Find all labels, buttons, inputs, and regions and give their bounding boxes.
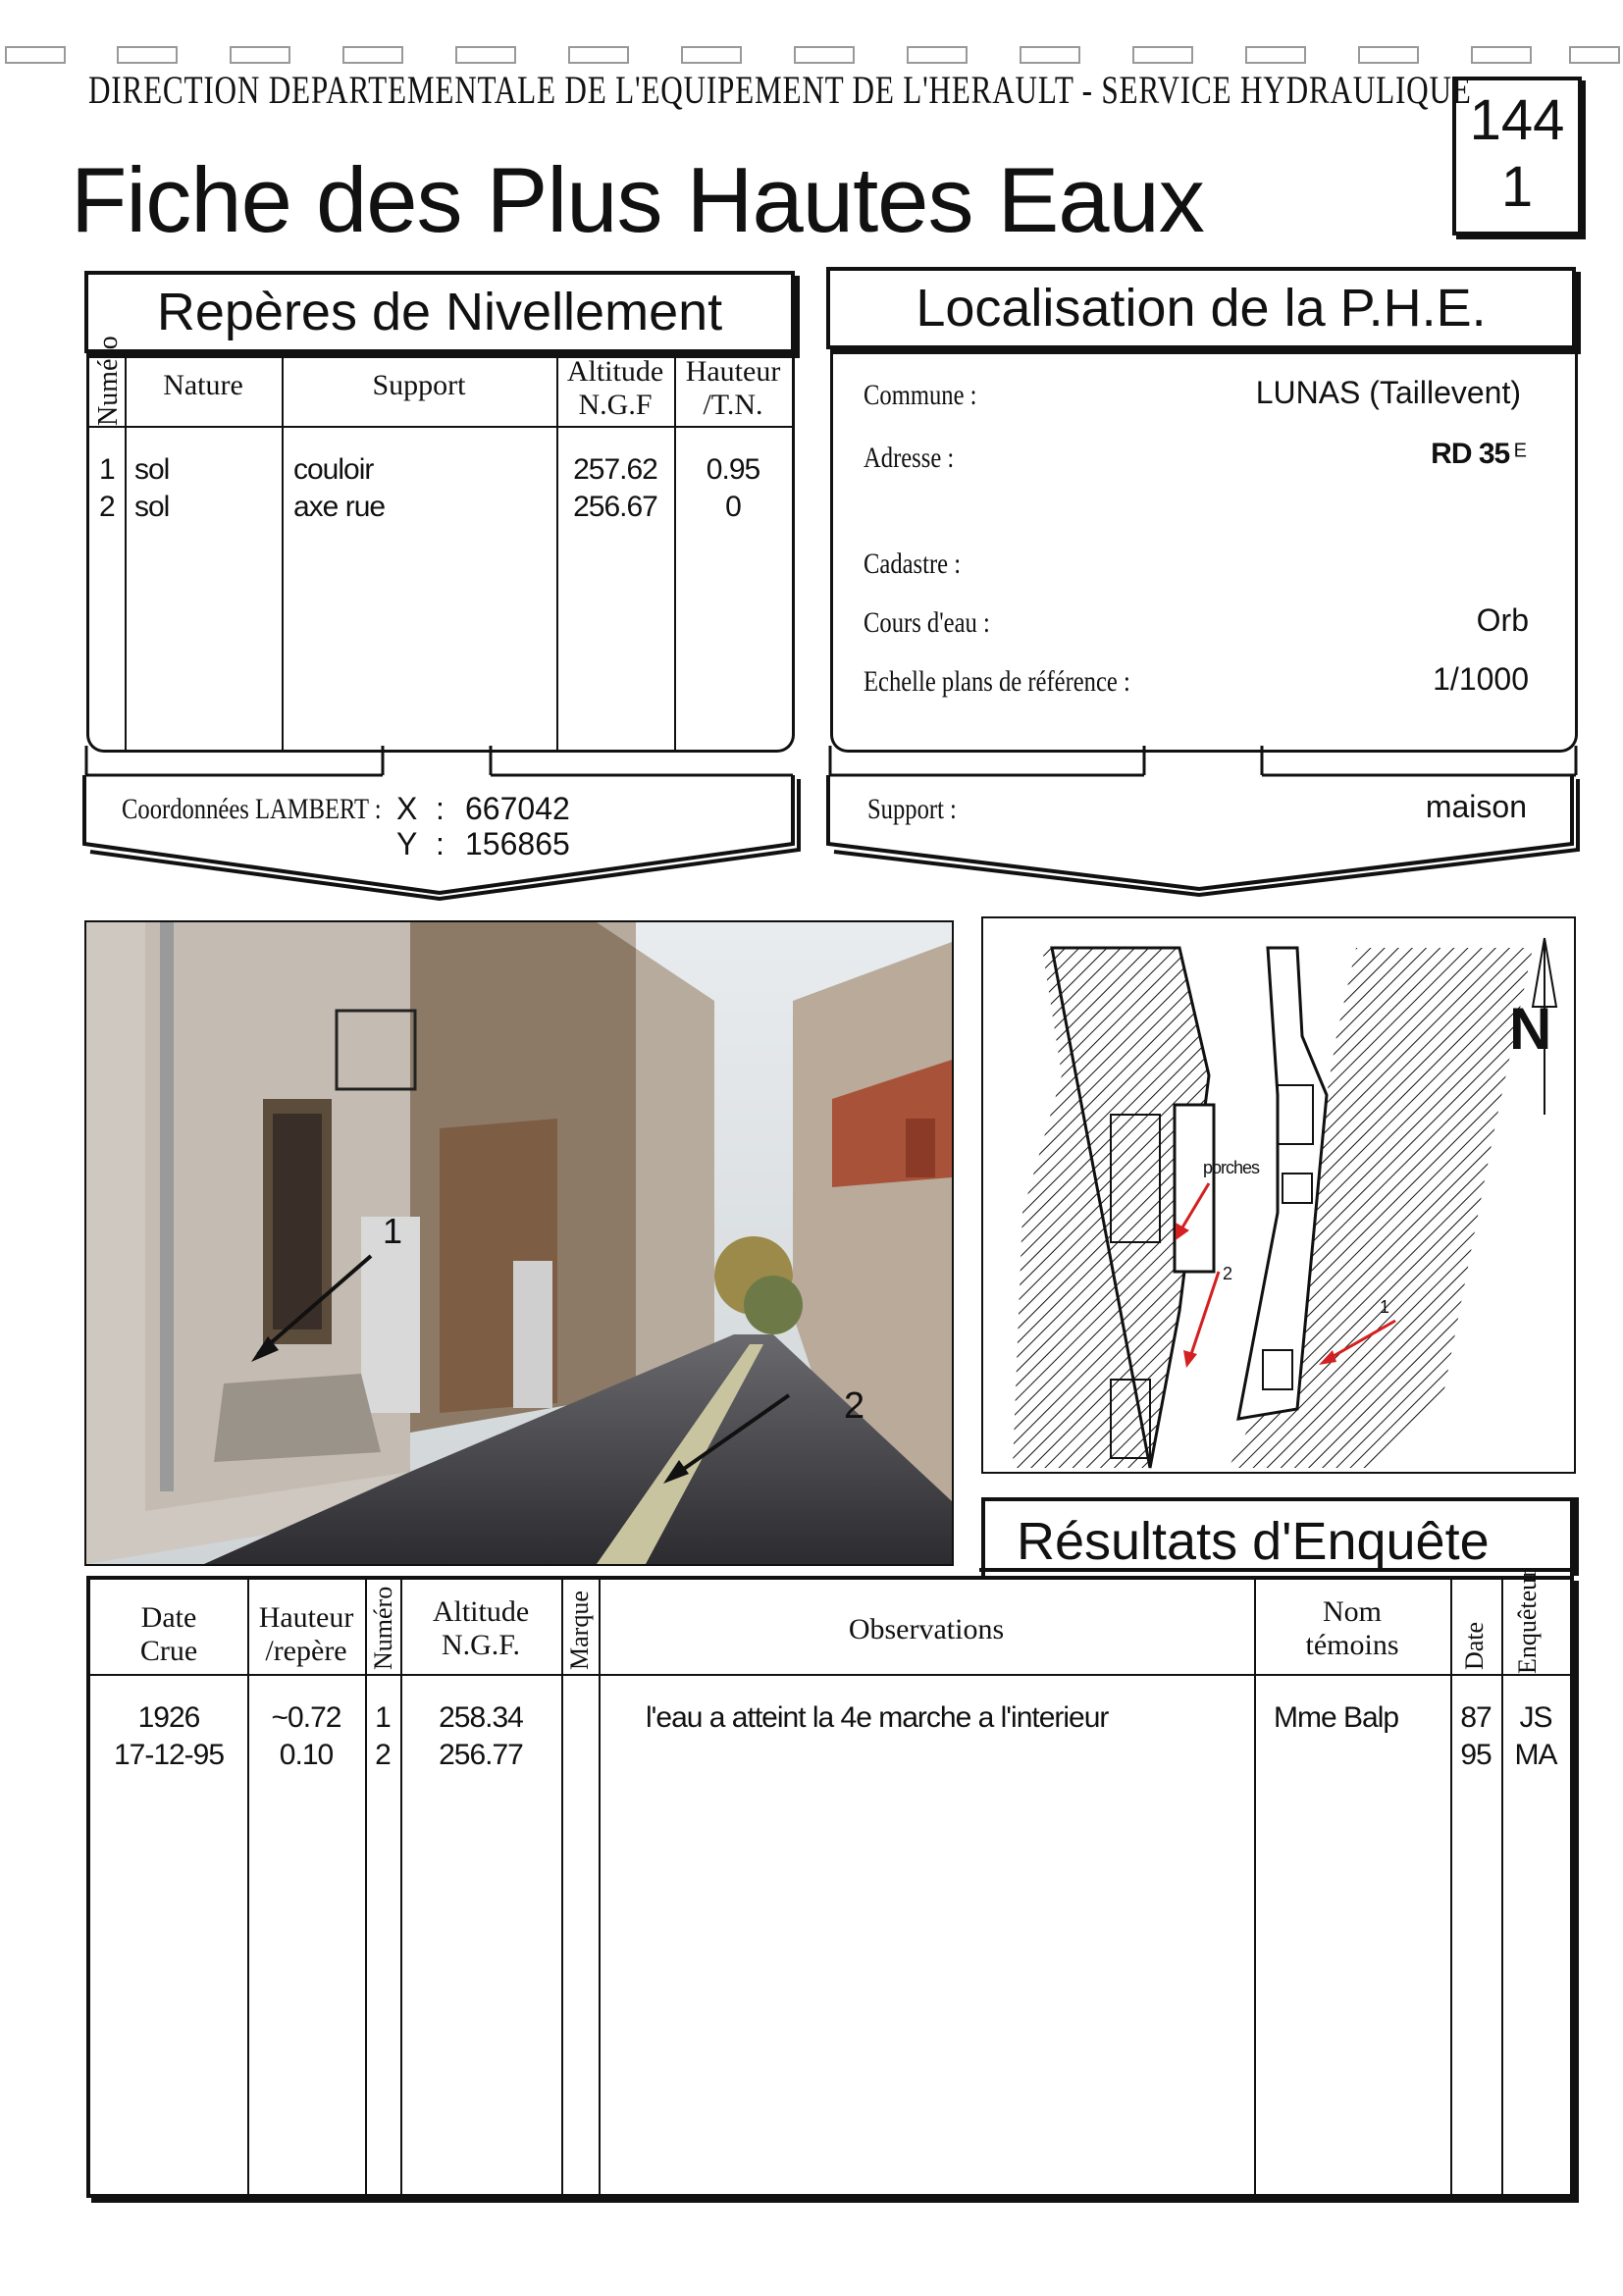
res-row-1-numero: 1: [375, 1701, 391, 1734]
col-numero: Numéro: [93, 336, 124, 426]
plan-north-label: N: [1509, 996, 1552, 1062]
cours-eau-label: Cours d'eau :: [864, 606, 990, 639]
res-col-nom: Nom: [1323, 1595, 1382, 1628]
echelle-label: Echelle plans de référence :: [864, 665, 1130, 698]
page-title: Fiche des Plus Hautes Eaux: [71, 148, 1204, 251]
reperes-row-1-support: couloir: [293, 453, 374, 486]
col-nature: Nature: [163, 369, 243, 401]
reperes-row-2-numero: 2: [99, 491, 115, 523]
reperes-row-1-numero: 1: [99, 453, 115, 486]
res-col-marque: Marque: [565, 1591, 594, 1670]
res-col-nom-2: témoins: [1305, 1629, 1399, 1661]
reperes-row-2-hauteur: 0: [725, 491, 741, 523]
res-row-1-date-crue: 1926: [137, 1701, 200, 1734]
resultats-table: [86, 1569, 1574, 2198]
sheet-number-badge: [1452, 77, 1582, 235]
col-altitude: Altitude: [566, 355, 664, 388]
res-col-date-crue-2: Crue: [139, 1635, 198, 1667]
res-row-1-hauteur: ~0.72: [271, 1701, 341, 1734]
echelle-value: 1/1000: [1433, 661, 1529, 697]
res-col-enqueteur: Enquêteur: [1513, 1569, 1542, 1674]
lambert-y-value: 156865: [465, 826, 570, 861]
resultats-title: Résultats d'Enquête: [1017, 1512, 1490, 1571]
col-hauteur: Hauteur: [685, 355, 781, 388]
res-row-2-hauteur: 0.10: [279, 1739, 334, 1771]
lambert-y-sep: :: [436, 826, 445, 861]
site-photo: [84, 920, 954, 1566]
reperes-table: [86, 336, 795, 753]
commune-value: LUNAS (Taillevent): [1255, 375, 1521, 410]
res-col-altitude-2: N.G.F.: [441, 1629, 521, 1661]
res-row-1-observations: l'eau a atteint la 4e marche a l'interieur: [646, 1701, 1109, 1734]
plan-marker-1: 1: [1380, 1297, 1390, 1317]
adresse-label: Adresse :: [864, 442, 955, 474]
res-row-1-nom: Mme Balp: [1274, 1701, 1399, 1734]
plan-marker-2: 2: [1223, 1264, 1233, 1283]
lambert-x-sep: :: [436, 791, 445, 826]
res-col-date-crue: Date: [140, 1601, 197, 1634]
reperes-row-1-hauteur: 0.95: [706, 453, 760, 486]
commune-label: Commune :: [864, 379, 977, 411]
res-col-date: Date: [1460, 1621, 1489, 1670]
res-col-altitude: Altitude: [432, 1595, 530, 1628]
photo-marker-1: 1: [383, 1211, 403, 1251]
reperes-row-2-nature: sol: [134, 491, 170, 523]
localisation-title: Localisation de la P.H.E.: [826, 267, 1576, 349]
col-altitude-unit: N.G.F: [578, 389, 653, 421]
department-header: DIRECTION DEPARTEMENTALE DE L'EQUIPEMENT DE L'HERAULT - SERVICE HYDRAULIQUE: [88, 68, 1472, 112]
lambert-y-label: Y: [396, 826, 418, 861]
cours-eau-value: Orb: [1476, 602, 1529, 638]
res-row-2-altitude: 256.77: [439, 1739, 523, 1771]
res-row-2-numero: 2: [375, 1739, 391, 1771]
lambert-x-label: X: [396, 791, 418, 826]
res-row-1-date: 87: [1460, 1701, 1492, 1734]
support-label: Support :: [867, 793, 957, 825]
adresse-suffix: E: [1513, 440, 1527, 462]
reperes-title: Repères de Nivellement: [84, 271, 795, 353]
reperes-row-2-support: axe rue: [293, 491, 386, 523]
cadastre-label: Cadastre :: [864, 548, 962, 580]
binding-strip: [0, 43, 1623, 69]
col-hauteur-unit: /T.N.: [703, 389, 763, 421]
reperes-row-1-altitude: 257.62: [573, 453, 657, 486]
res-row-1-enqueteur: JS: [1519, 1701, 1552, 1734]
photo-marker-2: 2: [844, 1385, 865, 1427]
res-col-hauteur-2: /repère: [265, 1635, 347, 1667]
res-row-2-date-crue: 17-12-95: [113, 1739, 225, 1771]
support-value: maison: [1425, 789, 1527, 824]
site-plan: [981, 916, 1576, 1474]
res-row-2-date: 95: [1460, 1739, 1492, 1771]
res-row-2-enqueteur: MA: [1514, 1739, 1557, 1771]
res-col-hauteur: Hauteur: [258, 1601, 354, 1634]
res-col-numero: Numéro: [369, 1586, 397, 1670]
plan-porches-label: porches: [1203, 1158, 1260, 1177]
lambert-label: Coordonnées LAMBERT :: [122, 793, 382, 825]
reperes-row-2-altitude: 256.67: [573, 491, 657, 523]
adresse-value: RD 35: [1431, 438, 1510, 470]
res-row-1-altitude: 258.34: [439, 1701, 523, 1734]
lambert-x-value: 667042: [465, 791, 570, 826]
reperes-row-1-nature: sol: [134, 453, 170, 486]
col-support: Support: [372, 369, 466, 401]
res-col-observations: Observations: [848, 1613, 1005, 1645]
sheet-number: 144: [1469, 88, 1565, 152]
sheet-index: 1: [1500, 155, 1534, 219]
